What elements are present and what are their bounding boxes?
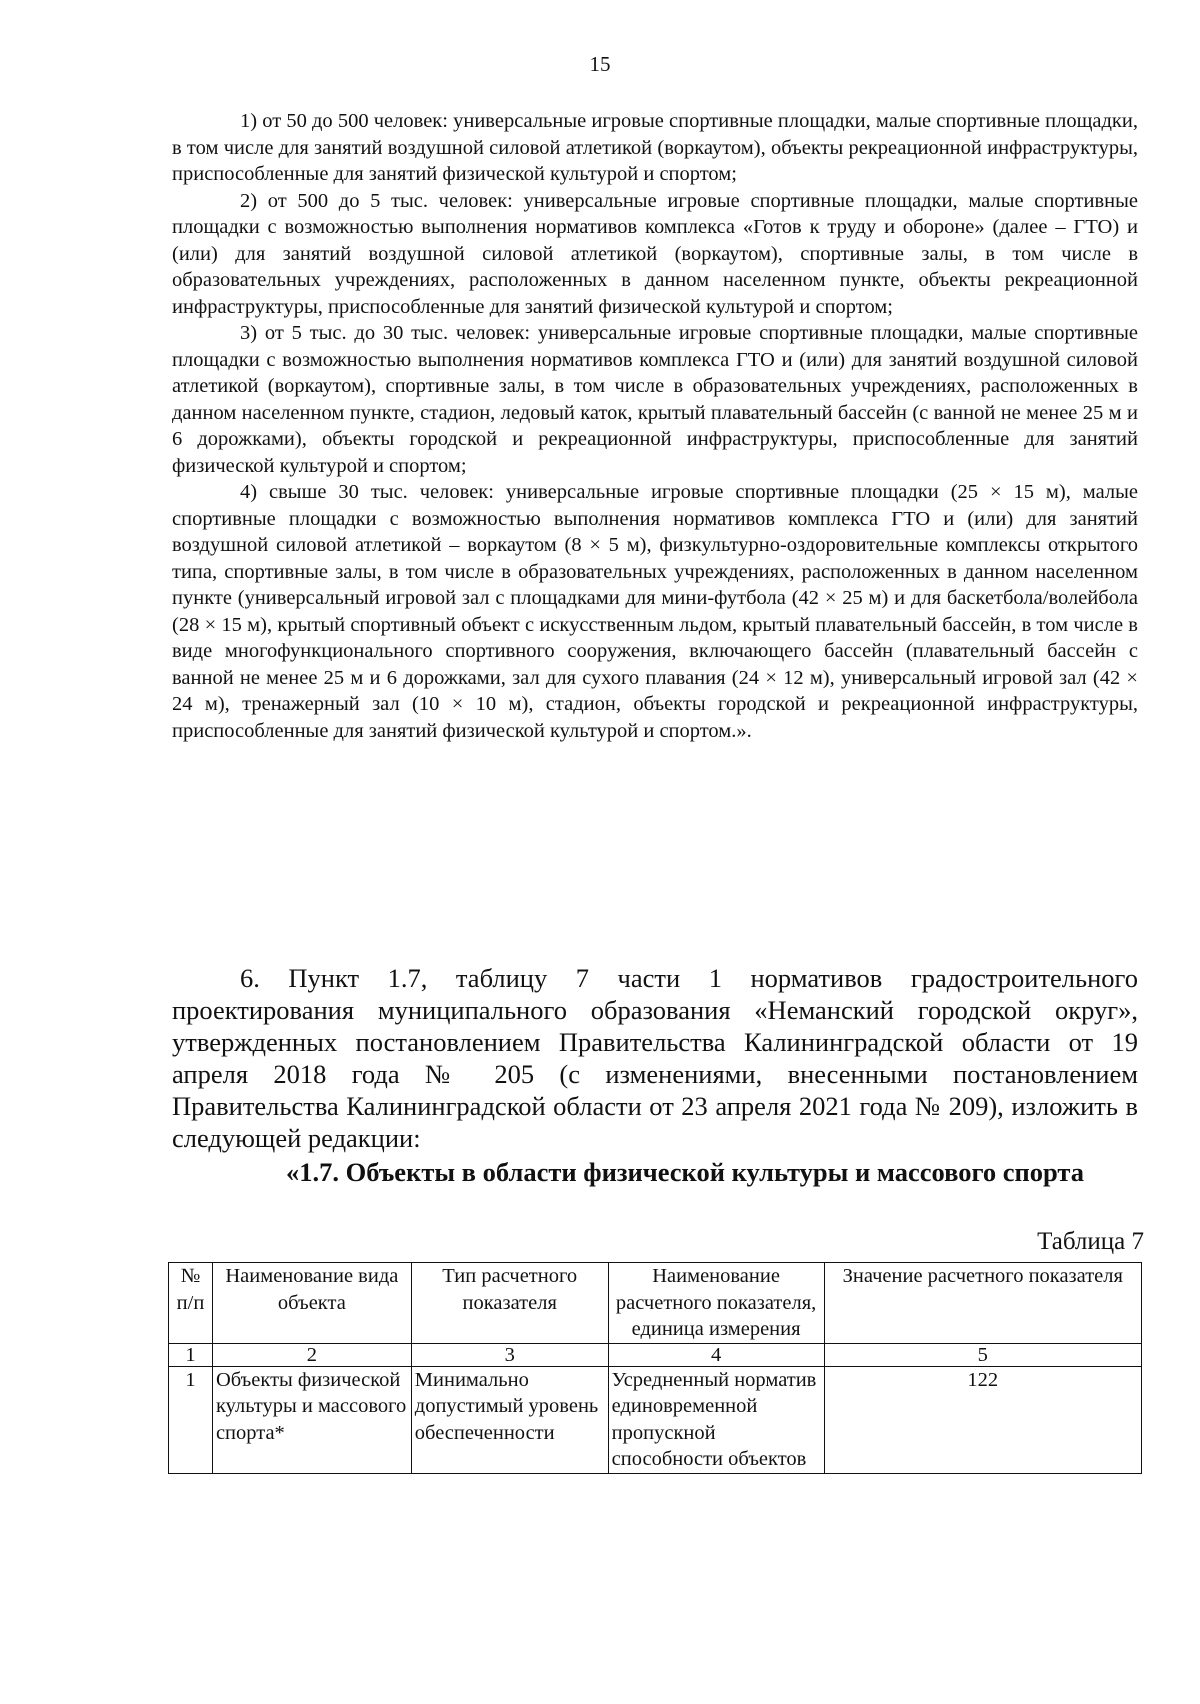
list-item: 2) от 500 до 5 тыс. человек: универсальные игровые спортивные площадки, малые спортивные площадки с возможностью выполнения нормативов комплекса «Готов к труду и обороне» (далее – ГТО) и (или) для занятий воздушной силовой атлетикой (воркаутом), спортивные залы, в том числе в образовательных учреждениях, расположенных в данном населенном пункте, объекты рекреационной инфраструктуры, приспособленные для занятий физической культурой и спортом; bbox=[172, 189, 1138, 318]
population-categories-list bbox=[172, 108, 1138, 744]
column-number: 1 bbox=[169, 1343, 213, 1366]
table-caption: Таблица 7 bbox=[1037, 1228, 1144, 1255]
point-6-paragraph: 6. Пункт 1.7, таблицу 7 части 1 нормативов градостроительного проектирования муниципального образования «Неманский городской округ», утвержденных постановлением Правительства Калининградской области от 19 апреля 2018 года № 205 (с изменениями, внесенными постановлением Правительства Калининградской области от 23 апреля 2021 года № 209), изложить в следующей редакции: bbox=[172, 963, 1138, 1153]
amendment-section bbox=[172, 962, 1138, 1188]
table-cell: Усредненный норматив единовременной пропускной способности объектов bbox=[608, 1366, 824, 1473]
table-cell: Минимально допустимый уровень обеспеченности bbox=[411, 1366, 608, 1473]
header-object-type: Наименование вида объекта bbox=[212, 1263, 411, 1344]
column-number: 5 bbox=[824, 1343, 1142, 1366]
table-row bbox=[169, 1366, 1142, 1473]
page-number: 15 bbox=[589, 52, 611, 76]
table-cell: 1 bbox=[169, 1366, 213, 1473]
header-number: № п/п bbox=[169, 1263, 213, 1344]
list-item: 1) от 50 до 500 человек: универсальные игровые спортивные площадки, малые спортивные площадки, в том числе для занятий воздушной силовой атлетикой (воркаутом), объекты рекреационной инфраструктуры, приспособленные для занятий физической культурой и спортом; bbox=[172, 110, 1138, 185]
table-header-row bbox=[169, 1263, 1142, 1344]
column-number: 2 bbox=[212, 1343, 411, 1366]
column-number: 3 bbox=[411, 1343, 608, 1366]
header-indicator-type: Тип расчетного показателя bbox=[411, 1263, 608, 1344]
table-cell: 122 bbox=[824, 1366, 1142, 1473]
header-indicator-value: Значение расчетного показателя bbox=[824, 1263, 1142, 1344]
section-heading: «1.7. Объекты в области физической культуры и массового спорта bbox=[286, 1157, 1084, 1187]
norms-table bbox=[168, 1262, 1142, 1474]
header-indicator-name: Наименование расчетного показателя, единица измерения bbox=[608, 1263, 824, 1344]
table-column-numbers-row bbox=[169, 1343, 1142, 1366]
column-number: 4 bbox=[608, 1343, 824, 1366]
list-item: 4) свыше 30 тыс. человек: универсальные игровые спортивные площадки (25 × 15 м), малые спортивные площадки с возможностью выполнения нормативов комплекса ГТО и (или) для занятий воздушной силовой атлетикой – воркаутом (8 × 5 м), физкультурно-оздоровительные комплексы открытого типа, спортивные залы, в том числе в образовательных учреждениях, расположенных в данном населенном пункте (универсальный игровой зал с площадками для мини-футбола (42 × 25 м) и для баскетбола/волейбола (28 × 15 м), крытый спортивный объект с искусственным льдом, крытый плавательный бассейн, в том числе в виде многофункционального спортивного сооружения, включающего бассейн (плавательный бассейн с ванной не менее 25 м и 6 дорожками, зал для сухого плавания (24 × 12 м), универсальный игровой зал (42 × 24 м), тренажерный зал (10 × 10 м), стадион, объекты городской и рекреационной инфраструктуры, приспособленные для занятий физической культурой и спортом.». bbox=[172, 481, 1138, 742]
list-item: 3) от 5 тыс. до 30 тыс. человек: универсальные игровые спортивные площадки, малые спортивные площадки с возможностью выполнения нормативов комплекса ГТО и (или) для занятий воздушной силовой атлетикой (воркаутом), спортивные залы, в том числе в образовательных учреждениях, расположенных в данном населенном пункте, стадион, ледовый каток, крытый плавательный бассейн (с ванной не менее 25 м и 6 дорожками), объекты городской и рекреационной инфраструктуры, приспособленные для занятий физической культурой и спортом; bbox=[172, 322, 1138, 477]
table-cell: Объекты физической культуры и массового спорта* bbox=[212, 1366, 411, 1473]
